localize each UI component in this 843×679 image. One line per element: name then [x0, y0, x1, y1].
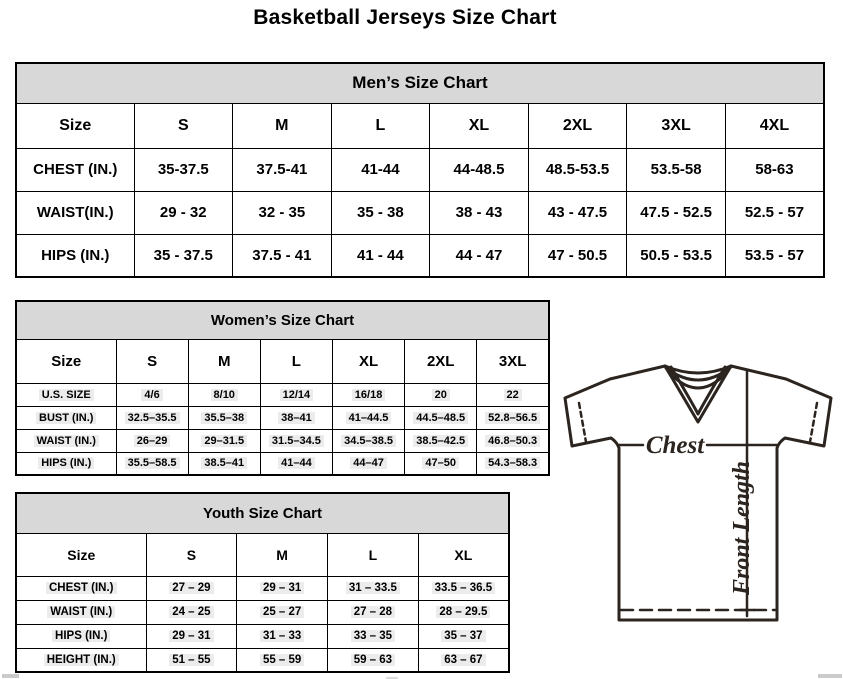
womens-value-cell: 34.5–38.5	[332, 429, 404, 452]
womens-value-cell: 54.3–58.3	[477, 452, 549, 475]
mens-column-header: L	[331, 103, 430, 148]
youth-value-cell: 24 – 25	[146, 600, 237, 624]
womens-column-header: Size	[16, 339, 116, 383]
chest-label: Chest	[645, 432, 705, 459]
mens-column-header: 2XL	[528, 103, 627, 148]
mens-value-cell: 52.5 - 57	[725, 191, 824, 234]
mens-value-cell: 37.5-41	[233, 148, 332, 191]
mens-table-row	[16, 148, 824, 191]
youth-value-cell: 63 – 67	[418, 648, 509, 672]
womens-row-label: WAIST (IN.)	[16, 429, 116, 452]
mens-value-cell: 43 - 47.5	[528, 191, 627, 234]
mens-row-label: HIPS (IN.)	[16, 234, 134, 277]
mens-value-cell: 53.5 - 57	[725, 234, 824, 277]
womens-value-cell: 35.5–38	[188, 406, 260, 429]
youth-table-row	[16, 624, 509, 648]
womens-table-title: Women’s Size Chart	[16, 301, 549, 339]
mens-value-cell: 58-63	[725, 148, 824, 191]
womens-value-cell: 26–29	[116, 429, 188, 452]
youth-value-cell: 31 – 33	[237, 624, 328, 648]
left-cuff-dashed-line	[579, 403, 586, 442]
page-title: Basketball Jerseys Size Chart	[253, 6, 557, 29]
mens-column-header: S	[134, 103, 233, 148]
womens-value-cell: 22	[477, 383, 549, 406]
womens-column-header: L	[260, 339, 332, 383]
youth-table-title: Youth Size Chart	[16, 493, 509, 533]
womens-value-cell: 47–50	[405, 452, 477, 475]
front-length-label: Front Length	[729, 460, 755, 596]
womens-value-cell: 4/6	[116, 383, 188, 406]
bottom-right-handle	[818, 674, 842, 678]
womens-value-cell: 38–41	[260, 406, 332, 429]
mens-row-label: CHEST (IN.)	[16, 148, 134, 191]
womens-table-row	[16, 452, 549, 475]
youth-value-cell: 35 – 37	[418, 624, 509, 648]
womens-column-header: S	[116, 339, 188, 383]
mens-column-header: XL	[430, 103, 529, 148]
mens-column-header: M	[233, 103, 332, 148]
youth-value-cell: 28 – 29.5	[418, 600, 509, 624]
womens-column-header: XL	[332, 339, 404, 383]
youth-value-cell: 25 – 27	[237, 600, 328, 624]
mens-value-cell: 35 - 38	[331, 191, 430, 234]
mens-value-cell: 35 - 37.5	[134, 234, 233, 277]
womens-value-cell: 44.5–48.5	[405, 406, 477, 429]
youth-column-header: XL	[418, 533, 509, 576]
womens-value-cell: 20	[405, 383, 477, 406]
mens-value-cell: 37.5 - 41	[233, 234, 332, 277]
mens-value-cell: 44 - 47	[430, 234, 529, 277]
youth-row-label: HIPS (IN.)	[16, 624, 146, 648]
bottom-left-handle	[2, 674, 19, 678]
womens-value-cell: 52.8–56.5	[477, 406, 549, 429]
womens-table-row	[16, 383, 549, 406]
mens-value-cell: 53.5-58	[627, 148, 726, 191]
womens-value-cell: 32.5–35.5	[116, 406, 188, 429]
youth-value-cell: 59 – 63	[328, 648, 419, 672]
youth-row-label: WAIST (IN.)	[16, 600, 146, 624]
youth-table-row	[16, 648, 509, 672]
mens-value-cell: 38 - 43	[430, 191, 529, 234]
youth-value-cell: 27 – 28	[328, 600, 419, 624]
womens-value-cell: 35.5–58.5	[116, 452, 188, 475]
mens-table-row	[16, 234, 824, 277]
youth-column-header: S	[146, 533, 237, 576]
youth-value-cell: 33.5 – 36.5	[418, 576, 509, 600]
mens-value-cell: 50.5 - 53.5	[627, 234, 726, 277]
jersey-diagram-svg	[558, 358, 836, 630]
jersey-measurement-diagram	[558, 358, 836, 630]
mens-value-cell: 32 - 35	[233, 191, 332, 234]
youth-value-cell: 31 – 33.5	[328, 576, 419, 600]
mens-column-header: Size	[16, 103, 134, 148]
mens-value-cell: 44-48.5	[430, 148, 529, 191]
youth-row-label: HEIGHT (IN.)	[16, 648, 146, 672]
womens-column-header: M	[188, 339, 260, 383]
youth-column-header: Size	[16, 533, 146, 576]
mens-row-label: WAIST(IN.)	[16, 191, 134, 234]
womens-size-table	[15, 300, 550, 476]
mens-column-header: 3XL	[627, 103, 726, 148]
womens-value-cell: 46.8–50.3	[477, 429, 549, 452]
mens-value-cell: 41-44	[331, 148, 430, 191]
youth-value-cell: 29 – 31	[237, 576, 328, 600]
youth-size-table	[15, 492, 510, 673]
youth-table-row	[16, 600, 509, 624]
womens-row-label: HIPS (IN.)	[16, 452, 116, 475]
mens-table-title: Men’s Size Chart	[16, 63, 824, 103]
mens-size-table	[15, 62, 825, 278]
youth-column-header: L	[328, 533, 419, 576]
mens-value-cell: 48.5-53.5	[528, 148, 627, 191]
mens-column-header: 4XL	[725, 103, 824, 148]
mens-table-row	[16, 191, 824, 234]
womens-table-row	[16, 406, 549, 429]
womens-column-header: 3XL	[477, 339, 549, 383]
mens-value-cell: 35-37.5	[134, 148, 233, 191]
youth-value-cell: 27 – 29	[146, 576, 237, 600]
mens-value-cell: 41 - 44	[331, 234, 430, 277]
womens-value-cell: 31.5–34.5	[260, 429, 332, 452]
youth-column-header: M	[237, 533, 328, 576]
womens-column-header: 2XL	[405, 339, 477, 383]
youth-row-label: CHEST (IN.)	[16, 576, 146, 600]
womens-row-label: U.S. SIZE	[16, 383, 116, 406]
mens-value-cell: 47 - 50.5	[528, 234, 627, 277]
youth-value-cell: 51 – 55	[146, 648, 237, 672]
womens-value-cell: 8/10	[188, 383, 260, 406]
right-cuff-dashed-line	[810, 403, 817, 442]
jersey-outline	[565, 366, 831, 620]
youth-value-cell: 29 – 31	[146, 624, 237, 648]
womens-value-cell: 38.5–41	[188, 452, 260, 475]
womens-value-cell: 44–47	[332, 452, 404, 475]
womens-value-cell: 41–44	[260, 452, 332, 475]
youth-table-row	[16, 576, 509, 600]
womens-value-cell: 41–44.5	[332, 406, 404, 429]
womens-value-cell: 29–31.5	[188, 429, 260, 452]
youth-value-cell: 55 – 59	[237, 648, 328, 672]
womens-value-cell: 16/18	[332, 383, 404, 406]
youth-value-cell: 33 – 35	[328, 624, 419, 648]
mens-value-cell: 29 - 32	[134, 191, 233, 234]
womens-row-label: BUST (IN.)	[16, 406, 116, 429]
mens-value-cell: 47.5 - 52.5	[627, 191, 726, 234]
womens-value-cell: 38.5–42.5	[405, 429, 477, 452]
womens-value-cell: 12/14	[260, 383, 332, 406]
womens-table-row	[16, 429, 549, 452]
